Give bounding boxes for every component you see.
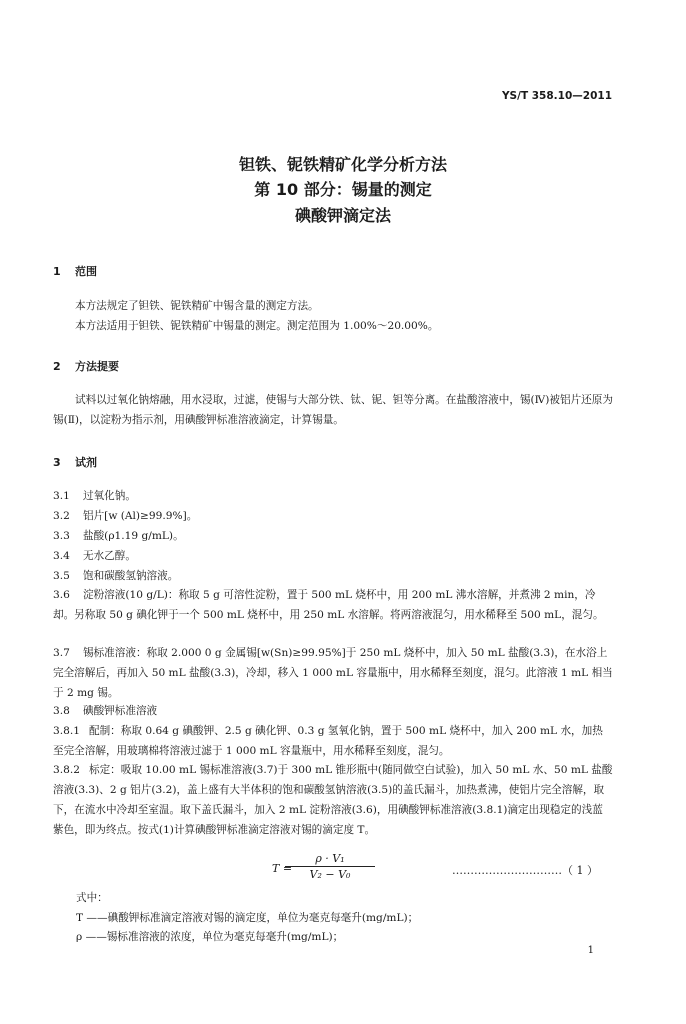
- section-1-heading: [53, 263, 97, 279]
- list-item: 3.5 饱和碳酸氢钠溶液。: [53, 570, 179, 582]
- section-number: 3: [53, 456, 61, 469]
- title-line-2: 第 10 部分：锡量的测定: [254, 180, 432, 199]
- sub-item-3-8-2: 3.8.2 标定：吸取 10.00 mL 锡标准溶液(3.7)于 300 mL 锥形瓶中(随同做空白试验)，加入 50 mL 水、50 mL 盐酸溶液(3.3)、2 g 铝片(3.2)，盖上盛有大半体积的饱和碳酸氢钠溶液(3.5)的盖氏漏斗，加热煮沸，使铝片完全溶解，取下，在流水中冷却至室温。取下盖氏漏斗，加入 2 mL 淀粉溶液(3.6)，用碘酸钾标准溶液(3.8.1)滴定出现稳定的浅蓝紫色，即为终点。按式(1)计算碘酸钾标准滴定溶液对锡的滴定度 T。: [53, 764, 613, 836]
- page-number: 1: [587, 945, 594, 956]
- section-1-para-1: 本方法规定了钽铁、铌铁精矿中锡含量的测定方法。: [75, 300, 319, 312]
- formula-fraction: [285, 852, 375, 881]
- formula-numerator: ρ · V₁: [285, 852, 375, 867]
- formula-lhs: T =: [272, 862, 293, 875]
- section-3-heading: [53, 454, 97, 470]
- list-item: 3.4 无水乙醇。: [53, 550, 136, 562]
- definition-t: T ——碘酸钾标准滴定溶液对锡的滴定度，单位为毫克每毫升(mg/mL)；: [76, 912, 419, 924]
- section-number: 2: [53, 360, 61, 373]
- sub-item-3-8-1: 3.8.1 配制：称取 0.64 g 碘酸钾、2.5 g 碘化钾、0.3 g 氢氧化钠，置于 500 mL 烧杯中，加入 200 mL 水，加热至完全溶解，用玻璃棉将溶液过滤于 1 000 mL 容量瓶中，用水稀释至刻度，混匀。: [53, 725, 603, 757]
- formula-denominator: V₂ − V₀: [309, 868, 351, 881]
- list-item: 3.1 过氧化钠。: [53, 490, 136, 502]
- section-2-para: 试料以过氧化钠熔融，用水浸取，过滤，使锡与大部分铁、钛、铌、钽等分离。在盐酸溶液中，锡(Ⅳ)被铝片还原为锡(Ⅱ)，以淀粉为指示剂，用碘酸钾标准溶液滴定，计算锡量。: [53, 394, 613, 426]
- standard-code: YS/T 358.10—2011: [501, 90, 612, 102]
- where-label: 式中：: [76, 892, 108, 904]
- section-number: 1: [53, 265, 61, 278]
- list-item: 3.7 锡标准溶液：称取 2.000 0 g 金属锡[w(Sn)≥99.95%]于 250 mL 烧杯中，加入 50 mL 盐酸(3.3)，在水浴上完全溶解后，再加入 50 mL 盐酸(3.3)，冷却，移入 1 000 mL 容量瓶中，用水稀释至刻度，混匀。此溶液 1 mL 相当于 2 mg 锡。: [53, 647, 613, 699]
- title-line-3: 碘酸钾滴定法: [294, 206, 391, 225]
- section-title: 试剂: [75, 456, 97, 469]
- section-1-para-2: 本方法适用于钽铁、铌铁精矿中锡量的测定。测定范围为 1.00%～20.00%。: [75, 320, 439, 332]
- list-item: 3.2 铝片[w (Al)≥99.9%]。: [53, 510, 198, 522]
- section-2-heading: [53, 358, 119, 374]
- list-item: 3.8 碘酸钾标准溶液: [53, 705, 158, 717]
- list-item: 3.3 盐酸(ρ1.19 g/mL)。: [53, 530, 184, 542]
- formula-number: …………………………（ 1 ）: [452, 864, 598, 877]
- list-item: 3.6 淀粉溶液(10 g/L)：称取 5 g 可溶性淀粉，置于 500 mL 烧杯中，用 200 mL 沸水溶解，并煮沸 2 min，冷却。另称取 50 g 碘化钾于一个 500 mL 烧杯中，用 250 mL 水溶解。将两溶液混匀，用水稀释至 500 mL，混匀。: [53, 589, 604, 621]
- section-title: 范围: [75, 265, 97, 278]
- section-title: 方法提要: [75, 360, 119, 373]
- definition-rho: ρ ——锡标准溶液的浓度，单位为毫克每毫升(mg/mL)；: [76, 931, 344, 943]
- title-line-1: 钽铁、铌铁精矿化学分析方法: [238, 155, 447, 174]
